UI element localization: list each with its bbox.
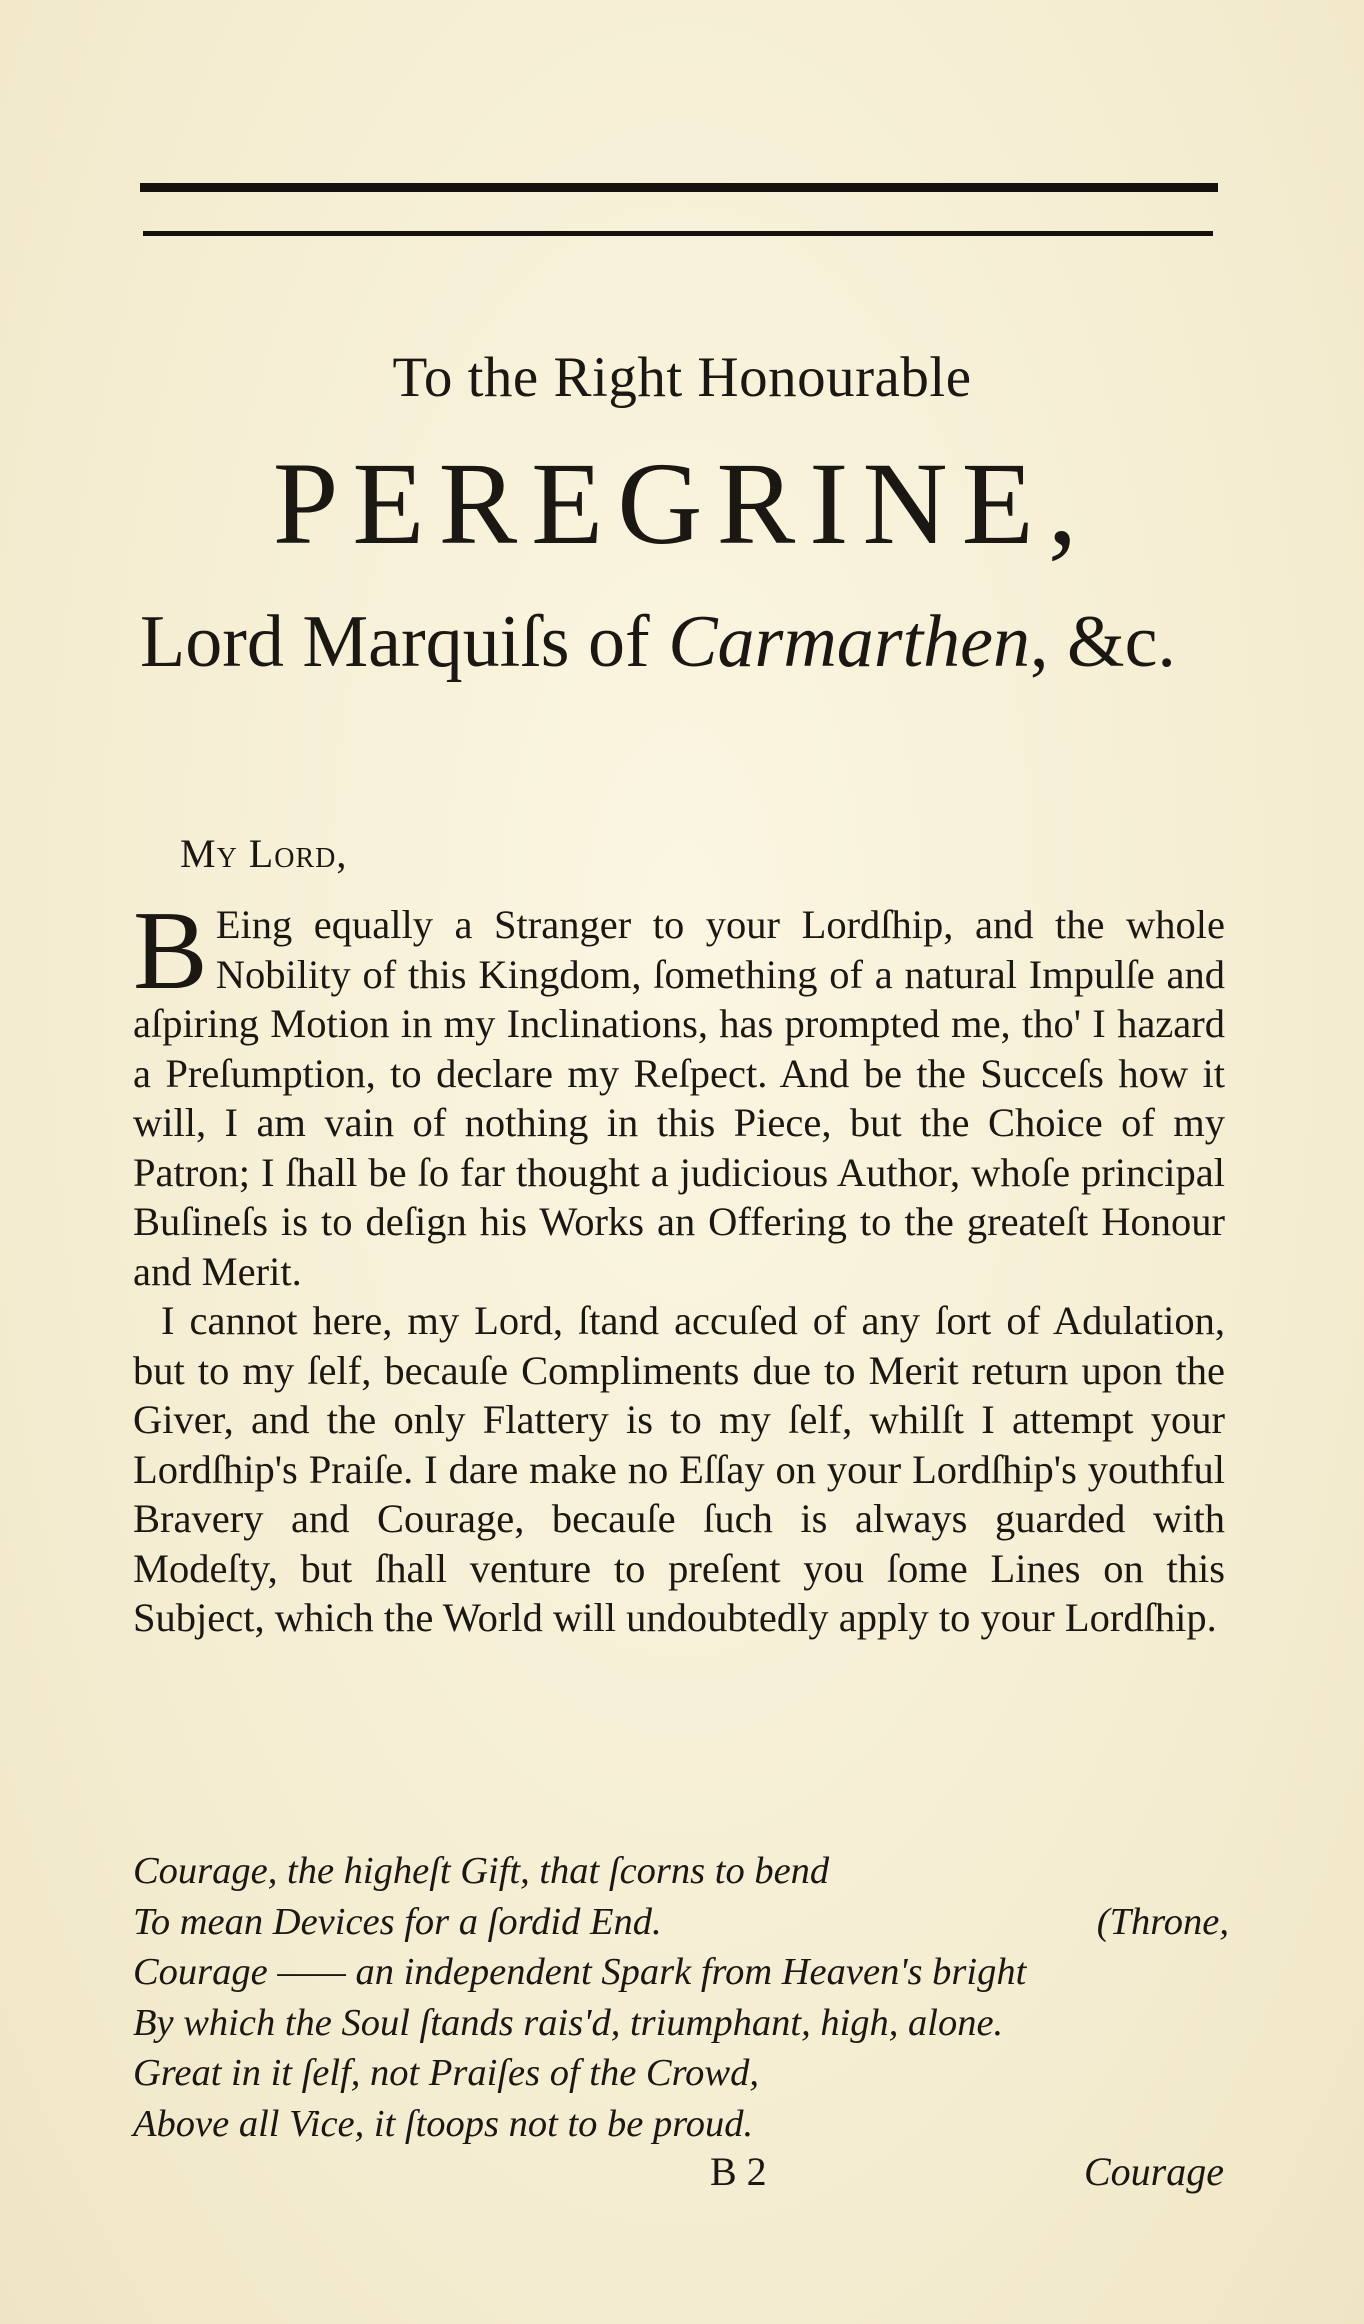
verse-block [133,1846,1233,2149]
salutation: My Lord, [180,831,348,876]
verse-line-1: Courage, the higheſt Gift, that ſcorns to bend [133,1850,830,1892]
body-paragraph-2: I cannot here, my Lord, ſtand accuſed of any ſort of Adulation, but to my ſelf, becauſe Compliments due to Merit return upon the Giver, and the only Flattery is to my ſelf, whilſt I attempt your Lordſhip's Praiſe. I dare make no Eſſay on your Lordſhip's youthful Bravery and Courage, becauſe ſuch is always guarded with Modeſty, but ſhall venture to preſent you ſome Lines on this Subject, which the World will undoubtedly apply to your Lordſhip. [133,1298,1225,1640]
catchword: Courage [1084,2149,1224,2194]
title-plain: Lord Marquiſs of [140,601,669,683]
verse-line-3: Courage —— an independent Spark from Heaven's bright [133,1951,1027,1993]
drop-cap: B [133,889,208,1013]
verse-line-6: Above all Vice, it ſtoops not to be proud. [133,2102,754,2145]
ornamental-rule-bottom [143,231,1213,236]
signature-mark: B 2 [710,2149,767,2194]
paragraph-1-text: Eing equally a Stranger to your Lordſhip, and the whole Nobility of this Kingdom, ſomething of a natural Impulſe and aſpiring Motion in my Inclinations, has prompted me, tho' I hazard a Preſumption, to declare my Reſpect. And be the Succeſs how it will, I am vain of nothing in this Piece, but the Choice of my Patron; I ſhall be ſo far thought a judicious Author, whoſe principal Buſineſs is to deſign his Works an Offering to the greateſt Honour and Merit. [133,902,1225,1294]
title-end: , &c. [1030,601,1176,683]
title-place: Carmarthen [668,601,1031,683]
dedicatee-name: PEREGRINE, [272,438,1092,569]
verse-line-2-text: To mean Devices for a ſordid End. [133,1900,662,1943]
verse-turnover: (Throne, [1096,1900,1229,1943]
dedication-to-line: To the Right Honourable [392,346,972,409]
body-paragraph-1 [133,889,1225,1296]
ornamental-rule-top [140,183,1218,192]
dedication-body [133,889,1225,1643]
verse-line-2 [133,1897,1233,1948]
verse-line-4: By which the Soul ſtands rais'd, triumphant, high, alone. [133,2001,1004,2044]
verse-line-5: Great in it ſelf, not Praiſes of the Crowd, [133,2052,759,2094]
dedicatee-title [140,601,1230,683]
